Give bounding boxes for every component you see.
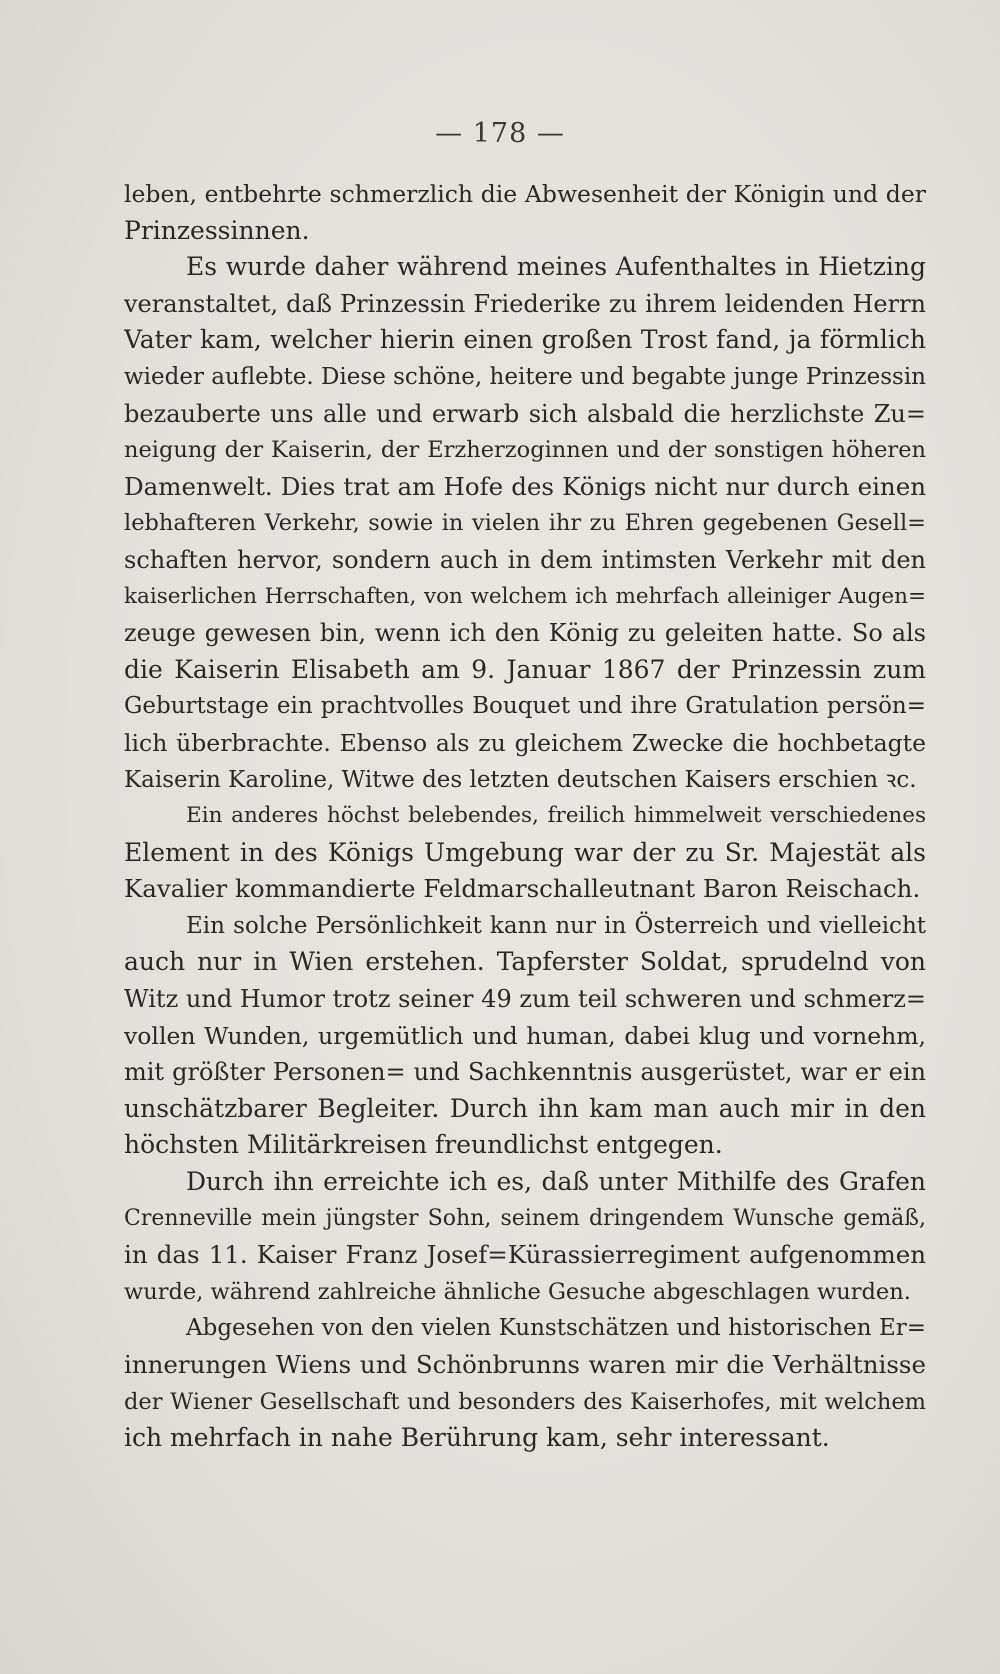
text-line: wurde, während zahlreiche ähnliche Gesuche abgeschlagen wurden. — [124, 1278, 911, 1305]
text-line: lich überbrachte. Ebenso als zu gleichem Zwecke die hochbetagte — [124, 728, 926, 757]
body-text — [124, 176, 926, 1457]
page-number: — 178 — — [435, 118, 565, 149]
text-line: Crenneville mein jüngster Sohn, seinem dringendem Wunsche gemäß, — [124, 1205, 926, 1231]
text-line: die Kaiserin Elisabeth am 9. Januar 1867 der Prinzessin zum — [124, 654, 926, 684]
text-line: Ein solche Persönlichkeit kann nur in Österreich und vielleicht — [186, 912, 926, 939]
text-line: auch nur in Wien erstehen. Tapferster Soldat, sprudelnd von — [124, 947, 926, 977]
text-line: innerungen Wiens und Schönbrunns waren mir die Verhältnisse — [124, 1350, 926, 1379]
text-line: ich mehrfach in nahe Berührung kam, sehr interessant. — [124, 1423, 830, 1453]
text-line: zeuge gewesen bin, wenn ich den König zu geleiten hatte. So als — [124, 619, 926, 648]
text-line: unschätzbarer Begleiter. Durch ihn kam man auch mir in den — [124, 1093, 926, 1123]
text-line: veranstaltet, daß Prinzessin Friederike zu ihrem leidenden Herrn — [124, 289, 926, 318]
text-line: vollen Wunden, urgemütlich und human, dabei klug und vornehm, — [124, 1021, 926, 1050]
text-line: Kaiserin Karoline, Witwe des letzten deutschen Kaisers erschien ꝛc. — [124, 766, 917, 793]
text-line: Vater kam, welcher hierin einen großen Trost fand, ja förmlich — [124, 325, 926, 355]
text-line: neigung der Kaiserin, der Erzherzoginnen und der sonstigen höheren — [124, 437, 926, 464]
text-line: kaiserlichen Herrschaften, von welchem ich mehrfach alleiniger Augen= — [124, 583, 926, 609]
text-line: Ein anderes höchst belebendes, freilich himmelweit verschiedenes — [186, 803, 926, 829]
text-line: Prinzessinnen. — [124, 215, 310, 245]
text-line: Element in des Königs Umgebung war der zu Sr. Majestät als — [124, 837, 926, 867]
text-line: schaften hervor, sondern auch in dem intimsten Verkehr mit den — [124, 545, 926, 574]
text-line: Witz und Humor trotz seiner 49 zum teil schweren und schmerz= — [124, 985, 926, 1014]
text-line: in das 11. Kaiser Franz Josef=Kürassierregiment aufgenommen — [124, 1240, 926, 1270]
text-line: Abgesehen von den vielen Kunstschätzen und historischen Er= — [186, 1315, 926, 1342]
text-line: höchsten Militärkreisen freundlichst entgegen. — [124, 1130, 723, 1160]
text-line: der Wiener Gesellschaft und besonders des Kaiserhofes, mit welchem — [124, 1388, 926, 1415]
text-line: bezauberte uns alle und erwarb sich alsbald die herzlichste Zu= — [124, 399, 926, 428]
text-line: wieder auflebte. Diese schöne, heitere und begabte junge Prinzessin — [124, 363, 926, 390]
text-line: Geburtstage ein prachtvolles Bouquet und ihre Gratulation persön= — [124, 693, 926, 720]
text-line: Kavalier kommandierte Feldmarschalleutnant Baron Reischach. — [124, 874, 921, 904]
text-line: leben, entbehrte schmerzlich die Abwesenheit der Königin und der — [124, 180, 926, 208]
text-line: Damenwelt. Dies trat am Hofe des Königs nicht nur durch einen — [124, 471, 926, 501]
text-line: Durch ihn erreichte ich es, daß unter Mithilfe des Grafen — [186, 1167, 926, 1197]
text-line: lebhafteren Verkehr, sowie in vielen ihr zu Ehren gegebenen Gesell= — [124, 510, 926, 537]
text-line: Es wurde daher während meines Aufenthaltes in Hietzing — [186, 252, 926, 282]
text-line: mit größter Personen= und Sachkenntnis ausgerüstet, war er ein — [124, 1058, 926, 1087]
